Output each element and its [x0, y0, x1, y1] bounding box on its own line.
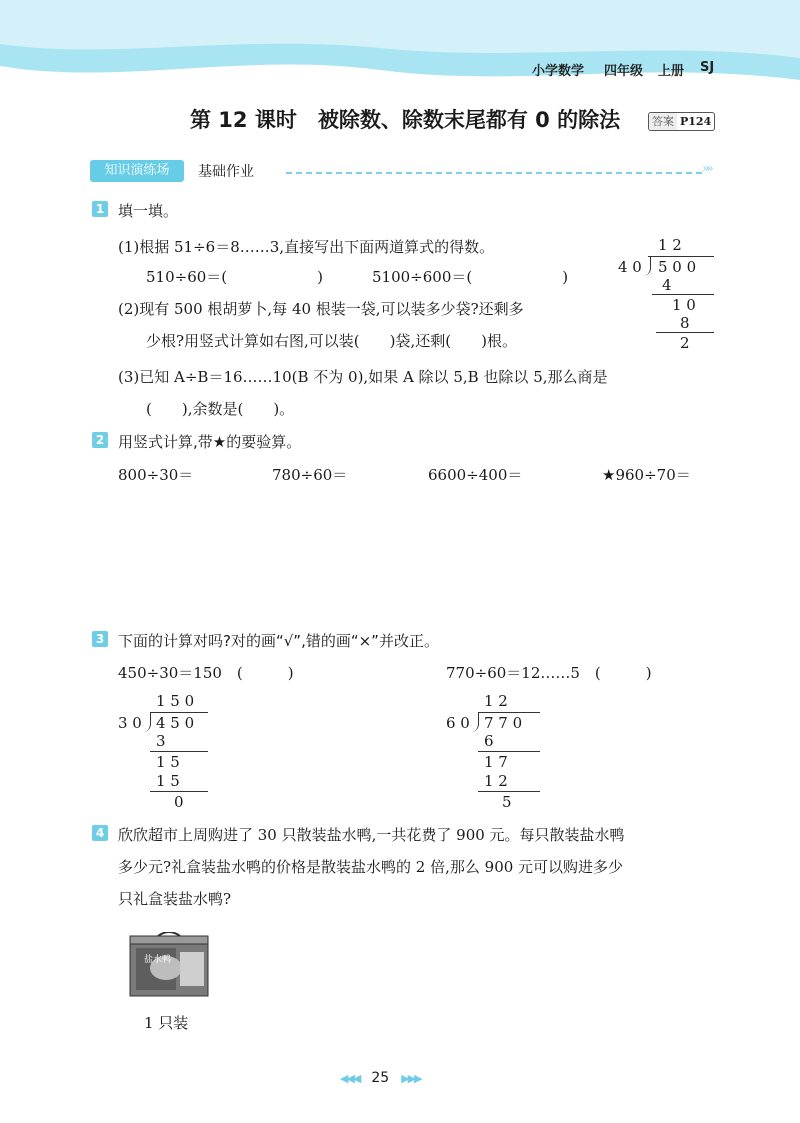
q1-division-line3: [656, 332, 714, 333]
q3-right-line3: [478, 791, 540, 792]
q3-left-step3: 1 5: [156, 772, 180, 790]
q2-item-4: ★960÷70＝: [602, 466, 691, 484]
q3-right-remainder: 5: [502, 793, 512, 811]
section-divider: [286, 172, 702, 174]
q1-part2-line2: 少根?用竖式计算如右图,可以装( )袋,还剩( )根。: [146, 332, 517, 350]
q3-right-top-line: [478, 712, 540, 713]
q1-title: 填一填。: [118, 202, 179, 220]
q1-division-dividend: 5 0 0: [658, 258, 697, 276]
q1-division-top-line: [648, 256, 714, 257]
q3-right-quotient: 1 2: [484, 692, 508, 710]
q1-division-divisor: 4 0: [618, 258, 642, 276]
answer-page: P124: [680, 115, 712, 128]
prev-page-arrows-icon[interactable]: ◀◀◀: [340, 1071, 360, 1085]
q1-part3-line2: ( ),余数是( )。: [146, 400, 295, 418]
q2-item-1: 800÷30＝: [118, 466, 194, 484]
q3-left-line2: [150, 751, 208, 752]
q1-part1-a: 510÷60＝( ): [146, 268, 323, 286]
header-edition: SJ: [700, 60, 715, 75]
q2-title: 用竖式计算,带★的要验算。: [118, 433, 302, 451]
q3-right-line2: [478, 751, 540, 752]
next-page-arrows-icon[interactable]: ▶▶▶: [401, 1071, 421, 1085]
q4-line3: 只礼盒装盐水鸭?: [118, 890, 232, 908]
q3-right-divisor: 6 0: [446, 714, 470, 732]
q1-part2-line1: (2)现有 500 根胡萝卜,每 40 根装一袋,可以装多少袋?还剩多: [118, 300, 524, 318]
q3-left-bracket: [142, 712, 151, 732]
q3-left-step1: 3: [156, 732, 166, 750]
q4-line2: 多少元?礼盒装盐水鸭的价格是散装盐水鸭的 2 倍,那么 900 元可以购进多少: [118, 858, 624, 876]
image-caption: 1 只装: [144, 1014, 189, 1032]
q3-right-step1: 6: [484, 732, 494, 750]
q3-title: 下面的计算对吗?对的画“√”,错的画“×”并改正。: [118, 632, 439, 650]
q1-division-quotient: 1 2: [658, 236, 682, 254]
q4-line1: 欣欣超市上周购进了 30 只散装盐水鸭,一共花费了 900 元。每只散装盐水鸭: [118, 826, 625, 844]
answer-label: 答案: [649, 113, 677, 130]
q2-item-2: 780÷60＝: [272, 466, 348, 484]
question-number-3: 3: [92, 631, 108, 647]
q1-part3-line1: (3)已知 A÷B＝16……10(B 不为 0),如果 A 除以 5,B 也除以 5,那么商是: [118, 368, 608, 386]
q1-division-step2: 1 0: [672, 296, 696, 314]
q3-left-divisor: 3 0: [118, 714, 142, 732]
question-number-4: 4: [92, 825, 108, 841]
gift-box-image: [128, 932, 210, 998]
q3-right-step2: 1 7: [484, 753, 508, 771]
page-footer: [340, 1070, 421, 1086]
q3-left-quotient: 1 5 0: [156, 692, 195, 710]
q1-part1: (1)根据 51÷6＝8……3,直接写出下面两道算式的得数。: [118, 238, 495, 256]
gift-box-text: 盐水鸭: [144, 955, 172, 965]
double-chevron-icon: »»: [702, 161, 711, 175]
question-number-2: 2: [92, 432, 108, 448]
q1-division-remainder: 2: [680, 334, 690, 352]
q3-right-equation: 770÷60＝12……5 ( ): [446, 664, 652, 682]
q3-right-step3: 1 2: [484, 772, 508, 790]
q3-left-line3: [150, 791, 208, 792]
q3-left-equation: 450÷30＝150 ( ): [118, 664, 294, 682]
question-number-1: 1: [92, 201, 108, 217]
q3-left-dividend: 4 5 0: [156, 714, 195, 732]
header-volume: 上册: [658, 64, 685, 79]
q1-division-step3: 8: [680, 314, 690, 332]
page-number: 25: [371, 1070, 390, 1086]
q3-left-remainder: 0: [174, 793, 184, 811]
q3-right-bracket: [470, 712, 479, 732]
q3-left-top-line: [150, 712, 208, 713]
lesson-title: 第 12 课时 被除数、除数末尾都有 0 的除法: [190, 108, 621, 132]
q2-item-3: 6600÷400＝: [428, 466, 523, 484]
section-tag: 知识演练场: [90, 160, 184, 182]
q1-division-step1: 4: [662, 276, 672, 294]
q1-division-bracket: [642, 256, 651, 276]
q1-part1-b: 5100÷600＝( ): [372, 268, 569, 286]
q3-left-step2: 1 5: [156, 753, 180, 771]
q1-division-line2: [652, 294, 714, 295]
header-grade: 四年级: [604, 64, 644, 79]
section-subtitle: 基础作业: [198, 164, 254, 180]
header-subject: 小学数学: [532, 64, 585, 79]
q3-right-dividend: 7 7 0: [484, 714, 523, 732]
answer-badge[interactable]: [648, 112, 715, 131]
